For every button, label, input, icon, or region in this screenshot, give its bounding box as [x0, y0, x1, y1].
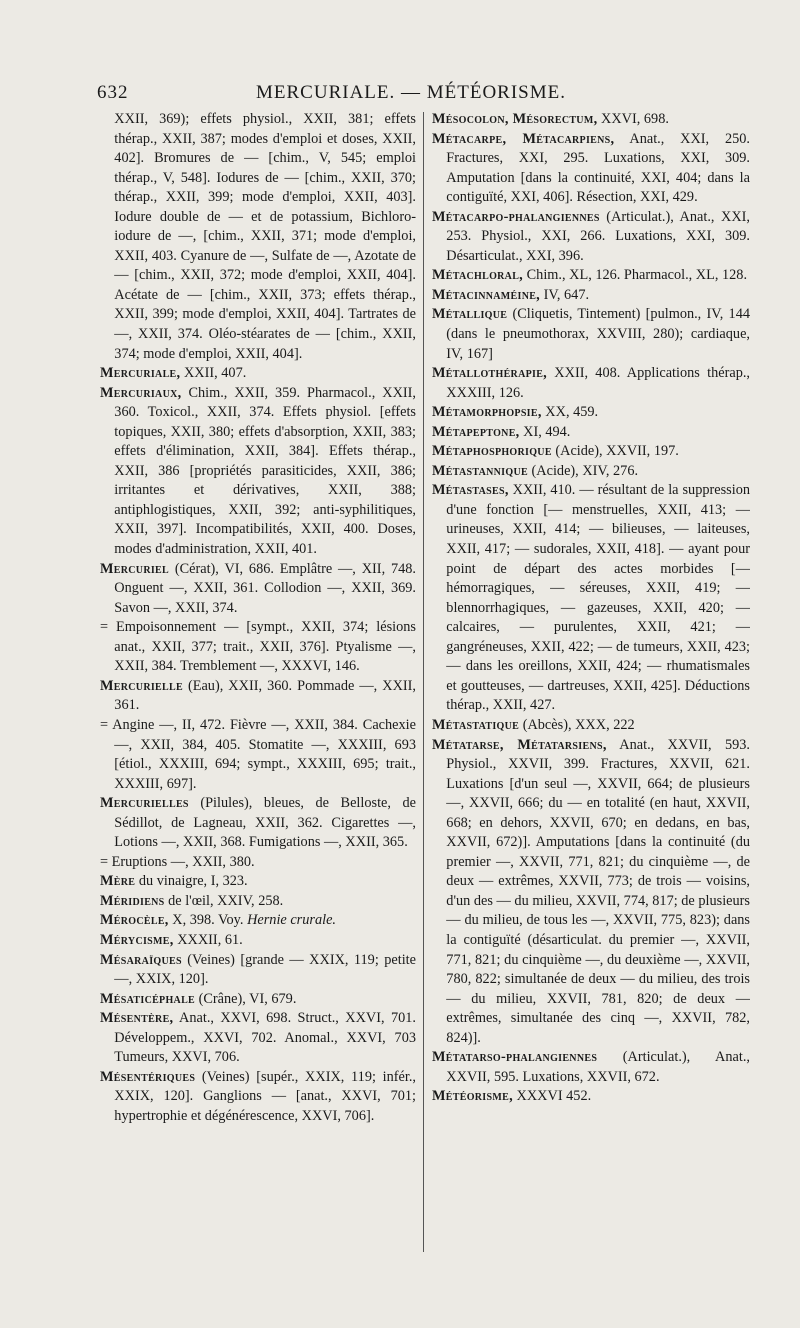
entry-headword: Mésaticéphale [100, 990, 196, 1007]
entry-headword: Métacarpe, Métacarpiens, [432, 130, 615, 147]
entry-references: (Eau), XXII, 360. Pommade —, XXII, 361. [114, 677, 416, 714]
entry-references: (Cliquetis, Tintement) [pulmon., IV, 144 (dans le pneumothorax, XXVIII, 280); cardiaque, IV, 167] [446, 306, 750, 362]
entry-references: (Pilules), bleues, de Belloste, de Sédillot, de Lagneau, XXII, 362. Cigarettes —, Lotions —, XXII, 368. Fumigations —, XXII, 365. [114, 795, 416, 851]
entry-references: (Cérat), VI, 686. Emplâtre —, XII, 748. Onguent —, XXII, 361. Collodion —, XXII, 369. Savon —, XXII, 374. [114, 560, 416, 616]
page-header [97, 82, 725, 108]
entry-references: XXVI, 698. [597, 111, 669, 127]
entry-references: = Eruptions —, XXII, 380. [100, 853, 255, 870]
entry-references: XXXVI 452. [512, 1088, 592, 1105]
entry-headword: Mésocolon, Mésorectum, [432, 111, 598, 127]
index-entry [100, 364, 416, 384]
index-entry [432, 1048, 750, 1087]
entry-headword: Mésentériques [100, 1068, 196, 1085]
index-entry [432, 462, 750, 482]
index-entry [100, 853, 416, 873]
entry-references: du vinaigre, I, 323. [135, 873, 248, 890]
entry-references: Chim., XL, 126. Pharmacol., XL, 128. [523, 267, 748, 284]
entry-headword: Métastatique [432, 716, 520, 733]
entry-references: Chim., XXII, 359. Pharmacol., XXII, 360. Toxicol., XXII, 374. Effets physiol. [effets topiques, XXII, 380; effets d'absorption, XXII, 383; effets d'élimination, XXII, 384]. Effets thérap., XXII, 386 [propriétés parasiticides, XXII, 386; irritantes et dérivatives, XXII, 388; antiphlogistiques, XXII, 392; anti-syphilitiques, XXII, 397]. Incompatibilités, XXII, 400. Doses, modes d'administration, XXII, 401. [114, 384, 416, 558]
entry-references: XXII, 369); effets physiol., XXII, 381; effets thérap., XXII, 387; modes d'emploi et doses, XXII, 402]. Bromures de — [chim., V, 545; emploi thérap., V, 548]. Iodures de — [chim., XXII, 370; thérap., XXII, 399; mode d'emploi, XXII, 403]. Iodure double de — et de potassium, Bichloro-iodure de —, [chim., XXII, 371; mode d'emploi, XXII, 403. Cyanure de —, Sulfate de —, Azotate de — [chim., XXII, 372; mode d'emploi, XXII, 404]. Acétate de — [chim., XXII, 373; effets thérap., XXII, 399; mode d'emploi, XXII, 404]. Tartrates de —, XXII, 374. Oléo-stéarates de — [chim., XXII, 374; mode d'emploi, XXII, 404]. [114, 111, 416, 362]
entry-headword: Métallothérapie, [432, 365, 548, 382]
column-divider [423, 112, 424, 1252]
entry-references: (Veines) [supér., XXIX, 119; infér., XXIX, 120]. Ganglions — [anat., XXVI, 701; hypertrophie et dégénérescence, XXVI, 706]. [114, 1068, 416, 1124]
entry-references: XX, 459. [541, 404, 599, 421]
entry-references: Anat., XXVII, 593. Physiol., XXVII, 399. Fractures, XXVII, 621. Luxations [d'un seul —, XXVII, 664; de plusieurs —, XXVII, 666; du — en totalité (en haut, XXVII, 668; en dehors, XXVII, 670; en dedans, en bas, XXVII, 672)]. Amputations [dans la continuité (du premier —, XXVII, 771, 821; du cinquième —, de deux — extrêmes, XXVII, 773; de trois — voisins, d'un des — du milieu, XXVII, 774, 817; de plusieurs — du milieu, de tous les —, XXVII, 775, 823); dans la contiguïté (désarticulat. du premier —, XXVII, 771, 821; du cinquième —, du deuxième —, XXVII, 780, 822; simultanée de deux — du milieu, des trois — du milieu, XXVII, 781, 820; de deux — extrêmes, simultanée des cinq —, XXVII, 782, 824)]. [446, 736, 750, 1046]
index-entry [100, 951, 416, 990]
entry-references: XXII, 410. — résultant de la suppression d'une fonction [— menstruelles, XXII, 413; — urineuses, XXII, 414; — bilieuses, — laiteuses, XXII, 417; — sudorales, XXII, 418]. — ayant pour point de départ des actes morbides [— hémorragiques, — séreuses, XXII, 419; — blennorrhagiques, — gazeuses, XXII, 420; — calcaires, — purulentes, XXII, 421; — gangréneuses, XXII, 422; — de tumeurs, XXII, 423; — dans les oreillons, XXII, 424; — rhumatismales et goutteuses, — dartreuses, XXII, 425]. Déductions thérap., XXII, 427. [446, 482, 750, 714]
entry-headword: Mercurielles [100, 795, 189, 812]
running-title: MERCURIALE. — MÉTÉORISME. [256, 82, 566, 103]
entry-headword: Métastases, [432, 482, 509, 499]
entry-references: XXII, 407. [180, 365, 247, 382]
index-entry [100, 716, 416, 794]
page-number: 632 [97, 82, 129, 103]
entry-headword: Mercurielle [100, 677, 183, 694]
entry-headword: Métacinnaméine, [432, 286, 541, 303]
entry-headword: Mercuriaux, [100, 384, 182, 401]
index-entry [432, 403, 750, 423]
index-entry [432, 208, 750, 267]
entry-headword: Mérycisme, [100, 931, 174, 948]
index-entry [432, 481, 750, 716]
continued-entry [100, 110, 416, 364]
entry-headword: Métapeptone, [432, 423, 520, 440]
index-entry [100, 677, 416, 716]
entry-references: XXII, 408. Applications thérap., XXXIII, 126. [446, 365, 750, 401]
entry-references: (Crâne), VI, 679. [195, 990, 297, 1007]
entry-references: (Acide), XIV, 276. [527, 462, 639, 479]
index-entry [100, 892, 416, 912]
entry-headword: Méridiens [100, 892, 165, 909]
index-entry [100, 872, 416, 892]
index-entry [432, 1087, 750, 1107]
entry-references: (Acide), XXVII, 197. [551, 443, 679, 460]
entry-references: (Articulat.), Anat., XXVII, 595. Luxations, XXVII, 672. [446, 1049, 750, 1085]
index-entry [432, 442, 750, 462]
index-entry [432, 364, 750, 403]
entry-references: (Veines) [grande — XXIX, 119; petite —, XXIX, 120]. [114, 951, 416, 988]
entry-references: (Articulat.), Anat., XXI, 253. Physiol., XXI, 266. Luxations, XXI, 309. Désarticulat., XXI, 396. [446, 208, 750, 264]
entry-headword: Mercuriel [100, 560, 169, 577]
entry-headword: Métamorphopsie, [432, 404, 542, 421]
entry-headword: Météorisme, [432, 1088, 513, 1105]
entry-headword: Mésaraïques [100, 951, 182, 968]
entry-references: = Angine —, II, 472. Fièvre —, XXII, 384. Cachexie —, XXII, 384, 405. Stomatite —, XXXIII, 693 [étiol., XXXIII, 694; sympt., XXXIII, 695; trait., XXXIII, 697]. [100, 716, 416, 792]
entry-see-also: Hernie crurale. [247, 912, 336, 929]
index-entry [100, 931, 416, 951]
index-entry [432, 716, 750, 736]
entry-references: Anat., XXI, 250. Fractures, XXI, 295. Luxations, XXI, 309. Amputation [dans la continuité, XXI, 404; dans la contiguïté, XXI, 406]. Résection, XXI, 429. [446, 130, 750, 206]
entry-headword: Mésentère, [100, 1010, 174, 1027]
index-entry [100, 990, 416, 1010]
index-entry [100, 618, 416, 677]
entry-references: XXXII, 61. [173, 931, 243, 948]
entry-headword: Mercuriale, [100, 365, 181, 382]
entry-headword: Métallique [432, 306, 508, 323]
left-column [100, 110, 416, 1295]
entry-headword: Métatarse, Métatarsiens, [432, 736, 607, 753]
entry-references: de l'œil, XXIV, 258. [164, 892, 284, 909]
entry-references: (Abcès), XXX, 222 [519, 716, 635, 733]
index-entry [100, 1009, 416, 1068]
entry-references: Anat., XXVI, 698. Struct., XXVI, 701. Développem., XXVI, 702. Anomal., XXVI, 703 Tumeurs, XXVI, 706. [114, 1010, 416, 1066]
entry-headword: Métastannique [432, 462, 528, 479]
index-entry [100, 384, 416, 560]
entry-references: IV, 647. [540, 286, 590, 303]
entry-references: XI, 494. [519, 423, 571, 440]
entry-references: = Empoisonnement — [sympt., XXII, 374; lésions anat., XXII, 377; trait., XXII, 376]. Ptyalisme —, XXII, 384. Tremblement —, XXXVI, 146. [100, 619, 416, 675]
index-entry [100, 794, 416, 853]
entry-headword: Métacarpo-phalangiennes [432, 208, 600, 225]
index-entry [432, 305, 750, 364]
entry-headword: Métaphosphorique [432, 443, 552, 460]
entry-headword: Mérocèle, [100, 912, 169, 929]
index-entry [100, 911, 416, 931]
entry-headword: Métachloral, [432, 267, 524, 284]
index-entry [432, 266, 750, 286]
index-entry [100, 560, 416, 619]
entry-references: X, 398. Voy. [168, 912, 248, 929]
index-entry [432, 110, 750, 130]
index-entry [432, 736, 750, 1049]
right-column [432, 110, 750, 1295]
entry-headword: Métatarso-phalangiennes [432, 1049, 598, 1066]
index-entry [432, 130, 750, 208]
entry-headword: Mère [100, 873, 136, 890]
index-entry [100, 1068, 416, 1127]
index-entry [432, 423, 750, 443]
index-entry [432, 286, 750, 306]
